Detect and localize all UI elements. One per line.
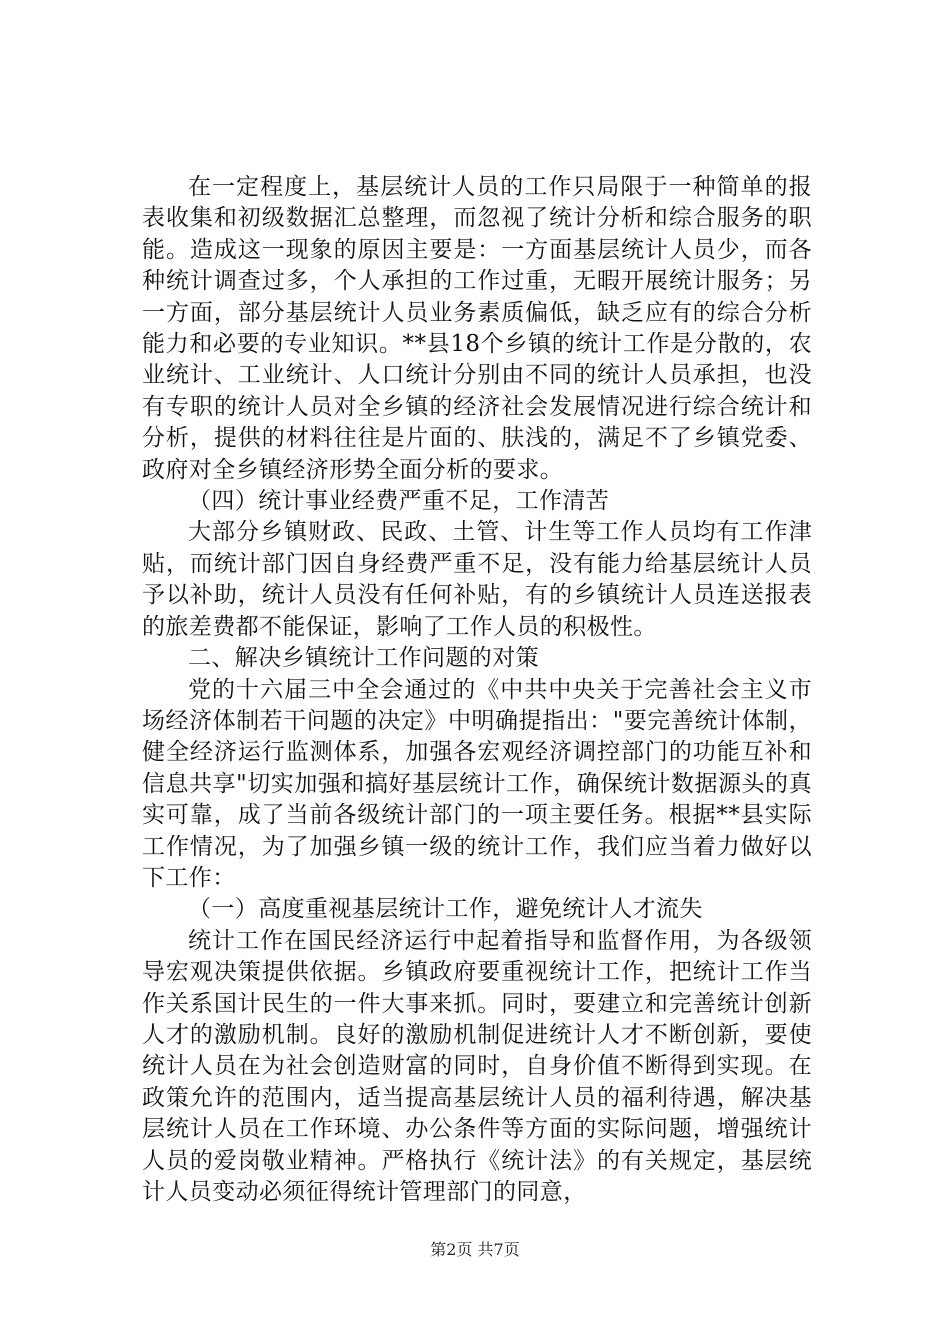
document-body	[142, 172, 812, 1208]
paragraph-2: 大部分乡镇财政、民政、土管、计生等工作人员均有工作津贴，而统计部门因自身经费严重不足，没有能力给基层统计人员予以补助，统计人员没有任何补贴，有的乡镇统计人员连送报表的旅差费都不能保证，影响了工作人员的积极性。	[142, 519, 812, 640]
subsection-heading-1: （一）高度重视基层统计工作，避免统计人才流失	[188, 896, 703, 923]
paragraph-3: 党的十六届三中全会通过的《中共中央关于完善社会主义市场经济体制若干问题的决定》中明确提指出："要完善统计体制，健全经济运行监测体系，加强各宏观经济调控部门的功能互补和信息共享"切实加强和搞好基层统计工作，确保统计数据源头的真实可靠，成了当前各级统计部门的一项主要任务。根据**县实际工作情况，为了加强乡镇一级的统计工作，我们应当着力做好以下工作：	[142, 676, 812, 891]
section-heading-4: （四）统计事业经费严重不足，工作清苦	[188, 488, 610, 515]
paragraph-4: 统计工作在国民经济运行中起着指导和监督作用，为各级领导宏观决策提供依据。乡镇政府要重视统计工作，把统计工作当作关系国计民生的一件大事来抓。同时，要建立和完善统计创新人才的激励机制。良好的激励机制促进统计人才不断创新，要使统计人员在为社会创造财富的同时，自身价值不断得到实现。在政策允许的范围内，适当提高基层统计人员的福利待遇，解决基层统计人员在工作环境、办公条件等方面的实际问题，增强统计人员的爱岗敬业精神。严格执行《统计法》的有关规定，基层统计人员变动必须征得统计管理部门的同意，	[142, 927, 812, 1205]
section-heading-2: 二、解决乡镇统计工作问题的对策	[188, 645, 539, 672]
page-footer: 第2页 共7页	[430, 1240, 520, 1259]
paragraph-1: 在一定程度上，基层统计人员的工作只局限于一种简单的报表收集和初级数据汇总整理，而忽视了统计分析和综合服务的职能。造成这一现象的原因主要是：一方面基层统计人员少，而各种统计调查过多，个人承担的工作过重，无暇开展统计服务；另一方面，部分基层统计人员业务素质偏低，缺乏应有的综合分析能力和必要的专业知识。**县18个乡镇的统计工作是分散的，农业统计、工业统计、人口统计分别由不同的统计人员承担，也没有专职的统计人员对全乡镇的经济社会发展情况进行综合统计和分析，提供的材料往往是片面的、肤浅的，满足不了乡镇党委、政府对全乡镇经济形势全面分析的要求。	[142, 174, 812, 483]
